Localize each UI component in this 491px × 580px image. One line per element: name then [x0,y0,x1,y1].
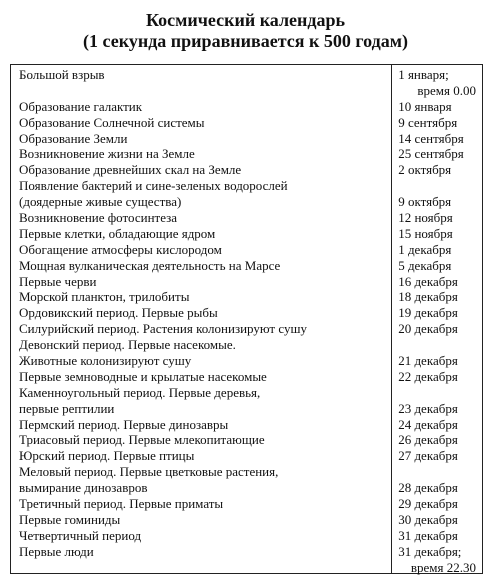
event-text: вымирание динозавров [19,480,148,496]
event-cell [11,448,390,464]
event-cell [11,274,390,290]
event-text: Возникновение жизни на Земле [19,146,195,162]
date-text: 30 декабря [398,511,458,527]
date-text: время 22.30 [410,559,476,575]
date-cell [390,528,482,544]
event-cell [11,131,390,147]
table-row [11,289,482,305]
title-line-2: (1 секунда приравнивается к 500 годам) [83,31,408,51]
event-text: Первые клетки, обладающие ядром [19,225,216,241]
event-cell [11,178,390,210]
date-text: 27 декабря [398,448,458,464]
date-text: 22 декабря [398,368,458,384]
event-cell [11,258,390,274]
table-row [11,178,482,210]
calendar-title [0,10,491,52]
date-text: 31 декабря; [398,543,462,559]
table-row [11,369,482,385]
table-row [11,464,482,496]
event-cell [11,67,390,99]
date-cell [390,417,482,433]
date-cell [390,162,482,178]
table-body [11,67,482,576]
table-row [11,305,482,321]
table-row [11,321,482,353]
table-row [11,226,482,242]
event-text: Первые гоминиды [19,511,121,527]
event-text: Третичный период. Первые приматы [19,496,224,512]
date-cell [390,115,482,131]
date-cell [390,226,482,242]
date-text: 1 декабря [398,241,452,257]
table-row [11,544,482,576]
event-text: Четвертичный период [19,527,142,543]
date-text: 24 декабря [398,416,458,432]
date-text: 2 октября [398,162,452,178]
date-text: 12 ноября [398,210,453,226]
date-text: 25 сентября [398,146,464,162]
event-text: Меловый период. Первые цветковые растения, [19,464,279,480]
event-cell [11,210,390,226]
event-text: Каменноугольный период. Первые деревья, [19,384,261,400]
event-cell [11,321,390,353]
date-text: 23 декабря [398,400,458,416]
table-row [11,432,482,448]
event-text: Морской планктон, трилобиты [19,289,190,305]
event-cell [11,417,390,433]
event-cell [11,544,390,576]
event-text: Образование Солнечной системы [19,114,205,130]
event-cell [11,146,390,162]
event-cell [11,115,390,131]
date-text: 29 декабря [398,496,458,512]
date-text: 15 ноября [398,225,453,241]
event-text: Девонский период. Первые насекомые. [19,337,236,353]
table-row [11,146,482,162]
date-text: 1 января; [398,67,449,82]
date-cell [390,496,482,512]
date-cell [390,146,482,162]
table-row [11,242,482,258]
event-text: Пермский период. Первые динозавры [19,416,229,432]
date-cell [390,274,482,290]
date-cell [390,305,482,321]
date-cell [390,544,482,576]
event-text: первые рептилии [19,400,115,416]
date-text: 19 декабря [398,305,458,321]
event-cell [11,512,390,528]
table-row [11,385,482,417]
table-row [11,274,482,290]
date-cell [390,464,482,496]
date-cell [390,178,482,210]
date-text: 21 декабря [398,353,458,369]
table-row [11,512,482,528]
event-cell [11,289,390,305]
event-text: Большой взрыв [19,67,105,82]
event-cell [11,385,390,417]
date-cell [390,99,482,115]
table-row [11,67,482,99]
event-cell [11,305,390,321]
date-cell [390,210,482,226]
event-text: Образование Земли [19,130,128,146]
event-cell [11,242,390,258]
table-row [11,162,482,178]
date-text: 16 декабря [398,273,458,289]
date-text: 5 декабря [398,257,452,273]
event-text: Силурийский период. Растения колонизируют сушу [19,321,307,337]
date-text: 28 декабря [398,480,458,496]
event-cell [11,496,390,512]
event-text: Первые земноводные и крылатые насекомые [19,368,267,384]
event-cell [11,528,390,544]
date-cell [390,448,482,464]
calendar-table [10,64,483,574]
table-row [11,210,482,226]
date-text: 31 декабря [398,527,458,543]
event-cell [11,432,390,448]
event-cell [11,464,390,496]
table-row [11,528,482,544]
date-text: время 0.00 [417,82,476,98]
table-row [11,417,482,433]
date-text: 14 сентября [398,130,464,146]
date-cell [390,385,482,417]
date-cell [390,131,482,147]
event-cell [11,99,390,115]
date-text: 10 января [398,98,452,114]
date-text: 26 декабря [398,432,458,448]
date-cell [390,258,482,274]
table-row [11,496,482,512]
title-line-1: Космический календарь [145,10,346,30]
date-cell [390,512,482,528]
table-row [11,99,482,115]
date-text: 18 декабря [398,289,458,305]
event-text: Животные колонизируют сушу [19,353,192,369]
date-text: 9 октября [398,194,452,210]
event-text: Образование галактик [19,98,143,114]
event-text: Мощная вулканическая деятельность на Марсе [19,257,281,273]
table-row [11,353,482,369]
table-row [11,115,482,131]
date-cell [390,321,482,353]
event-text: Обогащение атмосферы кислородом [19,241,222,257]
event-text: Первые люди [19,543,94,559]
date-cell [390,67,482,99]
event-text: (доядерные живые существа) [19,194,182,210]
event-text: Триасовый период. Первые млекопитающие [19,432,265,448]
event-text: Появление бактерий и сине-зеленых водорослей [19,178,288,194]
event-cell [11,226,390,242]
date-text: 20 декабря [398,321,458,337]
table-row [11,448,482,464]
event-text: Юрский период. Первые птицы [19,448,195,464]
date-cell [390,353,482,369]
event-text: Возникновение фотосинтеза [19,210,178,226]
table-row [11,131,482,147]
date-text: 9 сентября [398,114,458,130]
event-cell [11,353,390,369]
table-row [11,258,482,274]
date-cell [390,289,482,305]
date-cell [390,242,482,258]
date-cell [390,369,482,385]
event-text: Ордовикский период. Первые рыбы [19,305,218,321]
event-cell [11,162,390,178]
event-text: Образование древнейших скал на Земле [19,162,242,178]
event-cell [11,369,390,385]
date-cell [390,432,482,448]
event-text: Первые черви [19,273,97,289]
